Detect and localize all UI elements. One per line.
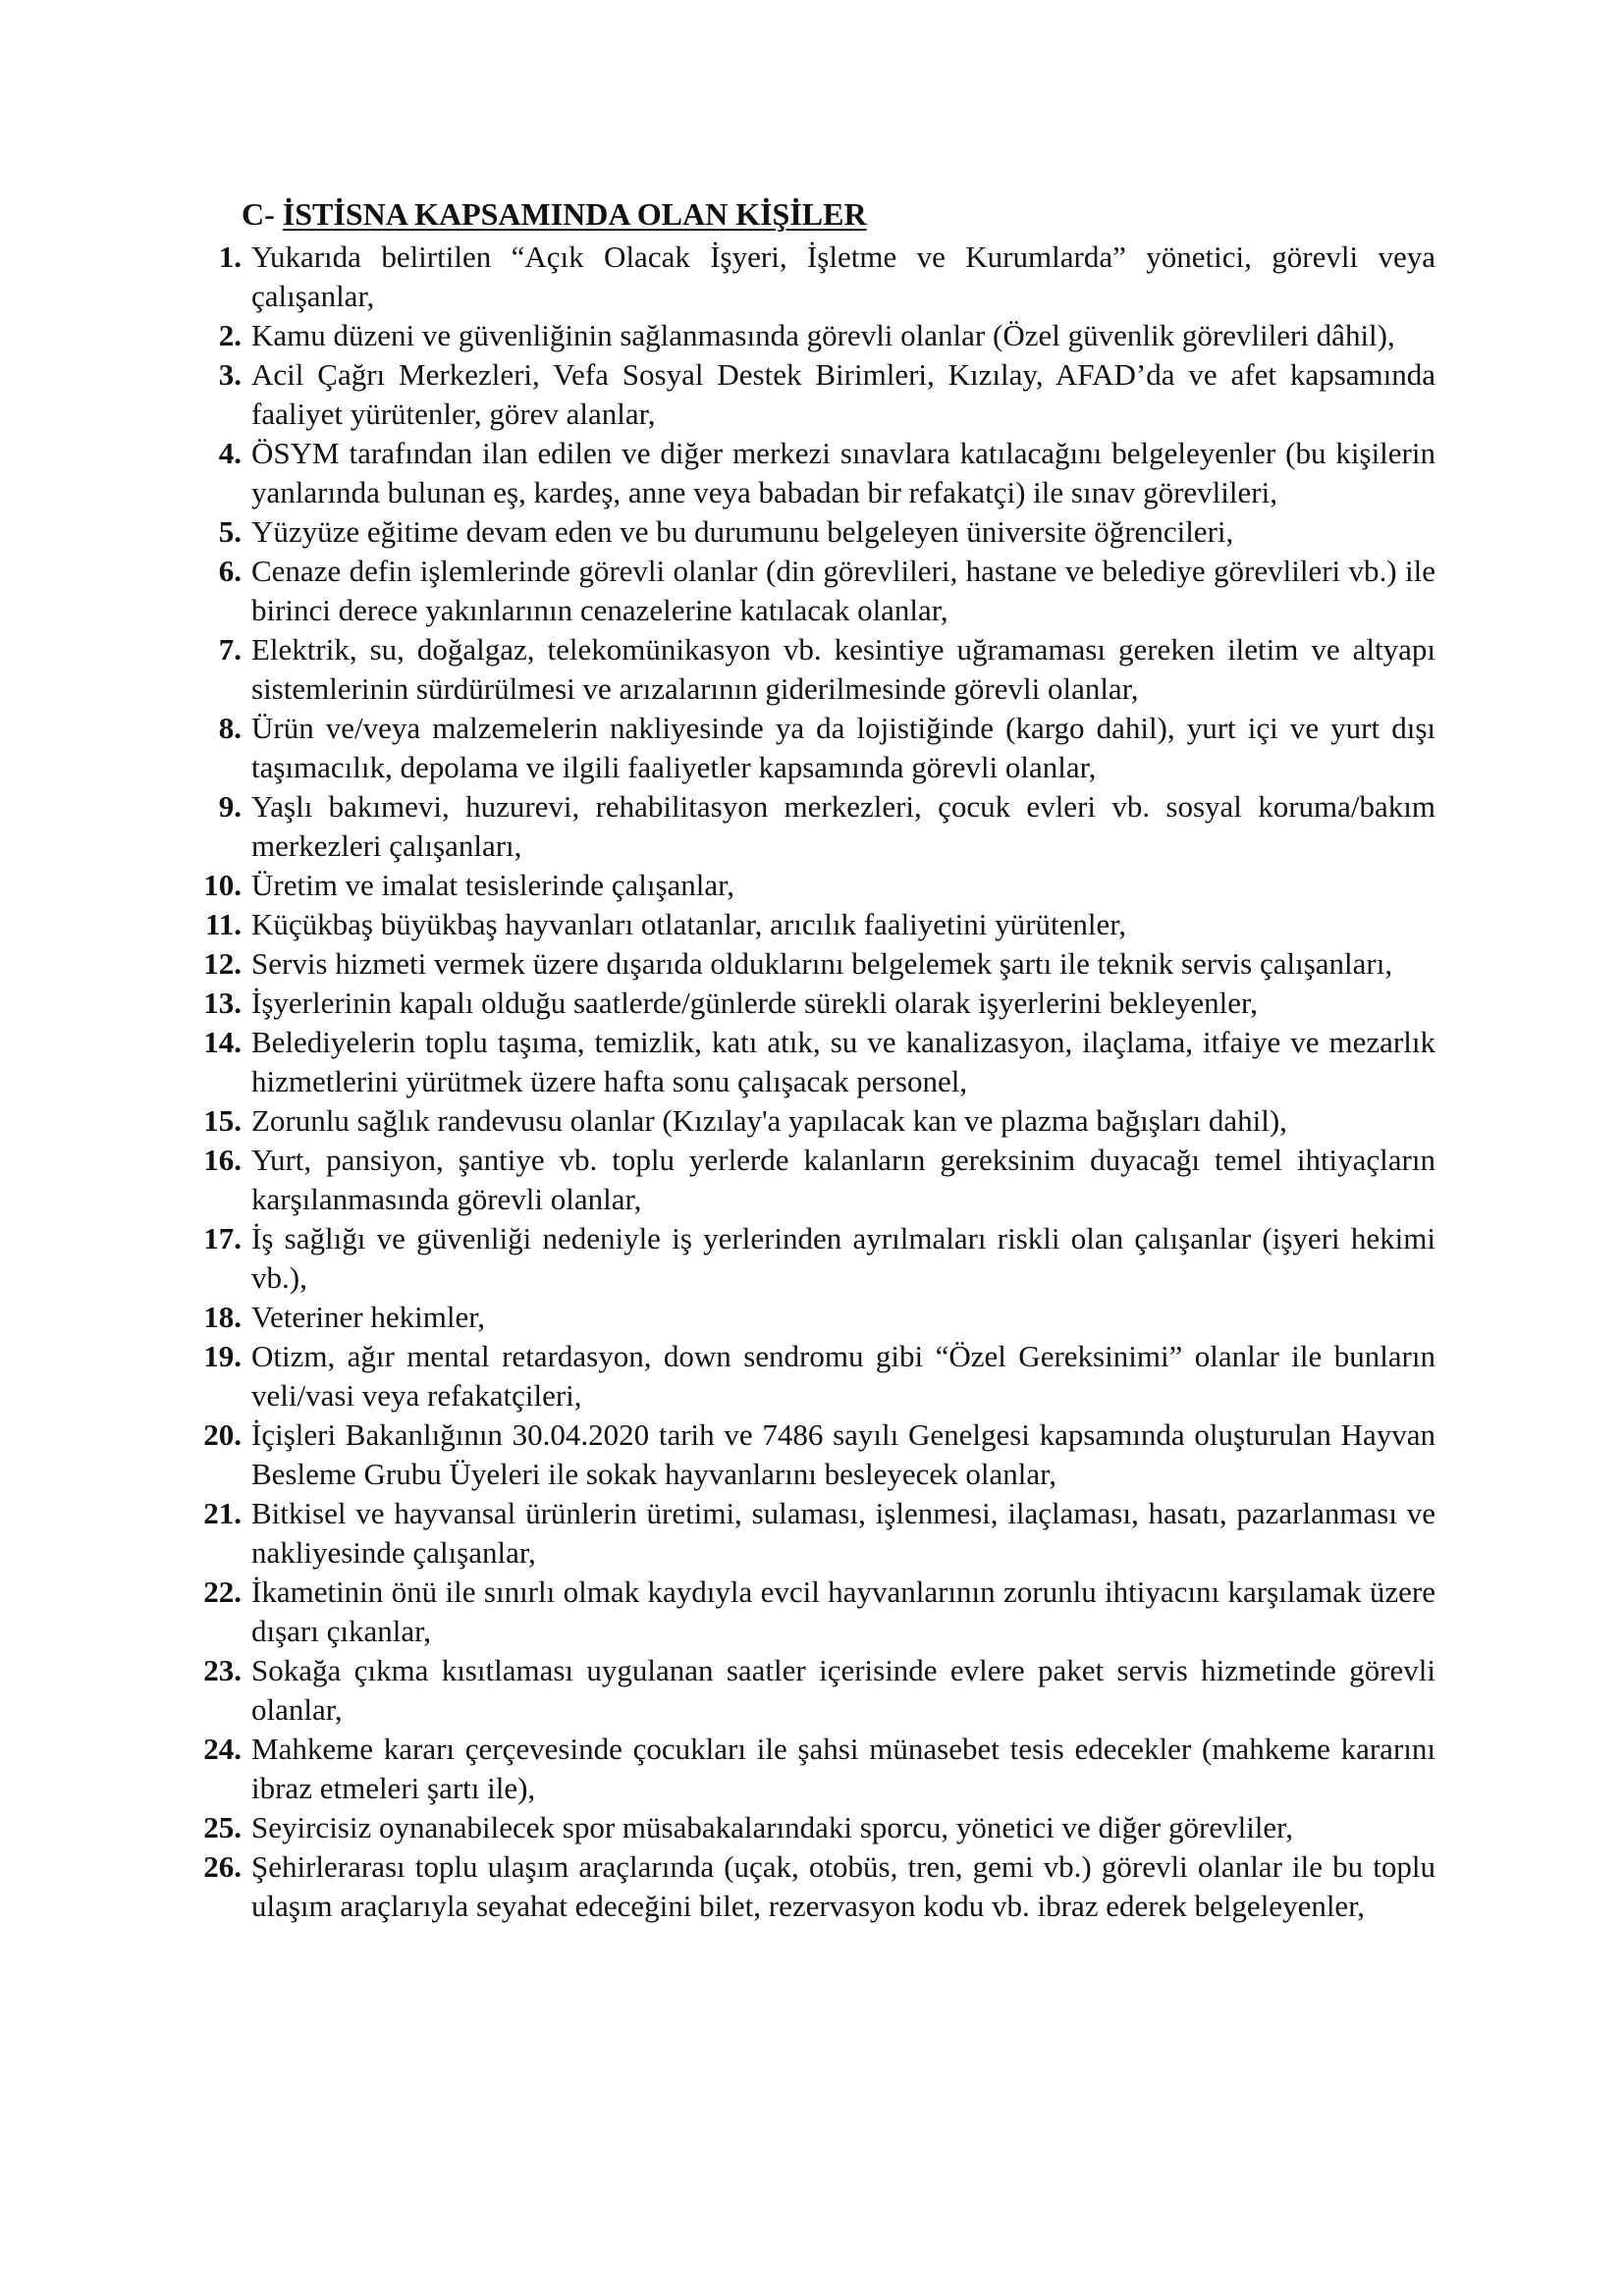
list-item-text: Ürün ve/veya malzemelerin nakliyesinde ya da lojistiğinde (kargo dahil), yurt içi ve yurt dışı taşımacılık, depolama ve ilgili faaliyetler kapsamında görevli olanlar,: [251, 711, 1435, 784]
list-item: [192, 866, 1435, 905]
list-item-text: Servis hizmeti vermek üzere dışarıda olduklarını belgelemek şartı ile teknik servis çalışanları,: [251, 946, 1393, 981]
list-item: [192, 787, 1435, 866]
list-item: [192, 709, 1435, 787]
list-item-text: Cenaze defin işlemlerinde görevli olanlar (din görevlileri, hastane ve belediye görevlileri vb.) ile birinci derece yakınlarının cenazelerine katılacak olanlar,: [251, 554, 1435, 627]
list-item-number: 3.: [218, 357, 242, 392]
list-item-text: Üretim ve imalat tesislerinde çalışanlar,: [251, 868, 734, 902]
list-item-number: 21.: [203, 1496, 242, 1530]
list-item-number: 12.: [203, 946, 242, 981]
list-item-text: Bitkisel ve hayvansal ürünlerin üretimi, sulaması, işlenmesi, ilaçlaması, hasatı, pazarlanması ve nakliyesinde çalışanlar,: [251, 1496, 1435, 1570]
list-item-text: Veteriner hekimler,: [251, 1300, 486, 1334]
list-item-text: Küçükbaş büyükbaş hayvanları otlatanlar, arıcılık faaliyetini yürütenler,: [251, 907, 1127, 941]
list-item-text: Otizm, ağır mental retardasyon, down sendromu gibi “Özel Gereksinimi” olanlar ile bunların veli/vasi veya refakatçileri,: [251, 1339, 1435, 1413]
list-item-number: 25.: [203, 1810, 242, 1844]
list-item-number: 8.: [218, 711, 242, 745]
list-item-text: Acil Çağrı Merkezleri, Vefa Sosyal Destek Birimleri, Kızılay, AFAD’da ve afet kapsamında faaliyet yürütenler, görev alanlar,: [251, 357, 1435, 431]
list-item-number: 20.: [203, 1417, 242, 1452]
list-item-text: Şehirlerarası toplu ulaşım araçlarında (uçak, otobüs, tren, gemi vb.) görevli olanlar ile bu toplu ulaşım araçlarıyla seyahat edeceğini bilet, rezervasyon kodu vb. ibraz ederek belgeleyenler,: [251, 1849, 1435, 1923]
list-item: [192, 1298, 1435, 1337]
list-item-number: 19.: [203, 1339, 242, 1373]
list-item-text: Mahkeme kararı çerçevesinde çocukları ile şahsi münasebet tesis edecekler (mahkeme kararını ibraz etmeleri şartı ile),: [251, 1732, 1435, 1805]
list-item-number: 5.: [218, 514, 242, 549]
list-item: [192, 1808, 1435, 1847]
list-item-number: 18.: [203, 1300, 242, 1334]
list-item: [192, 1337, 1435, 1415]
list-item: [192, 1847, 1435, 1926]
list-item: [192, 1573, 1435, 1651]
list-item: [192, 434, 1435, 512]
section-heading-prefix: C-: [242, 196, 283, 232]
list-item-number: 15.: [203, 1103, 242, 1138]
list-item-number: 1.: [218, 240, 242, 274]
list-item: [192, 1651, 1435, 1730]
list-item-text: İkametinin önü ile sınırlı olmak kaydıyla evcil hayvanlarının zorunlu ihtiyacını karşılamak üzere dışarı çıkanlar,: [251, 1575, 1435, 1648]
list-item: [192, 1730, 1435, 1808]
list-item-text: Zorunlu sağlık randevusu olanlar (Kızılay'a yapılacak kan ve plazma bağışları dahil),: [251, 1103, 1287, 1138]
list-item-number: 9.: [218, 789, 242, 824]
list-item-number: 14.: [203, 1025, 242, 1059]
section-heading: [242, 194, 867, 234]
list-item-text: Belediyelerin toplu taşıma, temizlik, katı atık, su ve kanalizasyon, ilaçlama, itfaiye ve mezarlık hizmetlerini yürütmek üzere hafta sonu çalışacak personel,: [251, 1025, 1435, 1098]
list-item-number: 13.: [203, 986, 242, 1020]
list-item-text: İş sağlığı ve güvenliği nedeniyle iş yerlerinden ayrılmaları riskli olan çalışanlar (işyeri hekimi vb.),: [251, 1221, 1435, 1295]
list-item-text: ÖSYM tarafından ilan edilen ve diğer merkezi sınavlara katılacağını belgeleyenler (bu kişilerin yanlarında bulunan eş, kardeş, anne veya babadan bir refakatçi) ile sınav görevlileri,: [251, 436, 1435, 509]
list-item: [192, 905, 1435, 944]
list-item: [192, 552, 1435, 630]
list-item-text: Yurt, pansiyon, şantiye vb. toplu yerlerde kalanların gereksinim duyacağı temel ihtiyaçların karşılanmasında görevli olanlar,: [251, 1143, 1435, 1216]
list-item-number: 23.: [203, 1653, 242, 1687]
list-item-text: Sokağa çıkma kısıtlaması uygulanan saatler içerisinde evlere paket servis hizmetinde görevli olanlar,: [251, 1653, 1435, 1727]
list-item: [192, 316, 1435, 355]
list-item-number: 24.: [203, 1732, 242, 1766]
list-item-number: 10.: [203, 868, 242, 902]
list-item-number: 4.: [218, 436, 242, 470]
list-item-number: 22.: [203, 1575, 242, 1609]
list-item-number: 2.: [218, 318, 242, 352]
list-item: [192, 1494, 1435, 1573]
list-item-number: 7.: [218, 632, 242, 667]
list-item-text: Elektrik, su, doğalgaz, telekomünikasyon vb. kesintiye uğramaması gereken iletim ve altyapı sistemlerinin sürdürülmesi ve arızalarının giderilmesinde görevli olanlar,: [251, 632, 1435, 706]
list-item: [192, 1141, 1435, 1219]
list-item: [192, 238, 1435, 316]
list-item-text: İçişleri Bakanlığının 30.04.2020 tarih ve 7486 sayılı Genelgesi kapsamında oluşturulan Hayvan Besleme Grubu Üyeleri ile sokak hayvanlarını besleyecek olanlar,: [251, 1417, 1435, 1491]
list-item-text: Yüzyüze eğitime devam eden ve bu durumunu belgeleyen üniversite öğrencileri,: [251, 514, 1234, 549]
list-item: [192, 630, 1435, 709]
list-item-text: İşyerlerinin kapalı olduğu saatlerde/günlerde sürekli olarak işyerlerini bekleyenler,: [251, 986, 1258, 1020]
list-item-text: Yukarıda belirtilen “Açık Olacak İşyeri, İşletme ve Kurumlarda” yönetici, görevli veya çalışanlar,: [251, 240, 1435, 313]
list-item: [192, 1415, 1435, 1494]
list-item-number: 17.: [203, 1221, 242, 1255]
list-item: [192, 1023, 1435, 1101]
list-item: [192, 1219, 1435, 1298]
list-item-number: 16.: [203, 1143, 242, 1177]
list-item: [192, 984, 1435, 1023]
list-item-number: 11.: [204, 907, 242, 941]
list-item-text: Kamu düzeni ve güvenliğinin sağlanmasında görevli olanlar (Özel güvenlik görevlileri dâhil),: [251, 318, 1395, 352]
list-item: [192, 1101, 1435, 1141]
list-item-number: 26.: [203, 1849, 242, 1884]
exempt-persons-list: [192, 238, 1435, 1926]
list-item: [192, 944, 1435, 984]
list-item-number: 6.: [218, 554, 242, 588]
section-heading-title: İSTİSNA KAPSAMINDA OLAN KİŞİLER: [282, 196, 867, 232]
list-item: [192, 512, 1435, 552]
list-item-text: Seyircisiz oynanabilecek spor müsabakalarındaki sporcu, yönetici ve diğer görevliler,: [251, 1810, 1294, 1844]
list-item-text: Yaşlı bakımevi, huzurevi, rehabilitasyon merkezleri, çocuk evleri vb. sosyal koruma/bakım merkezleri çalışanları,: [251, 789, 1435, 863]
list-item: [192, 355, 1435, 434]
